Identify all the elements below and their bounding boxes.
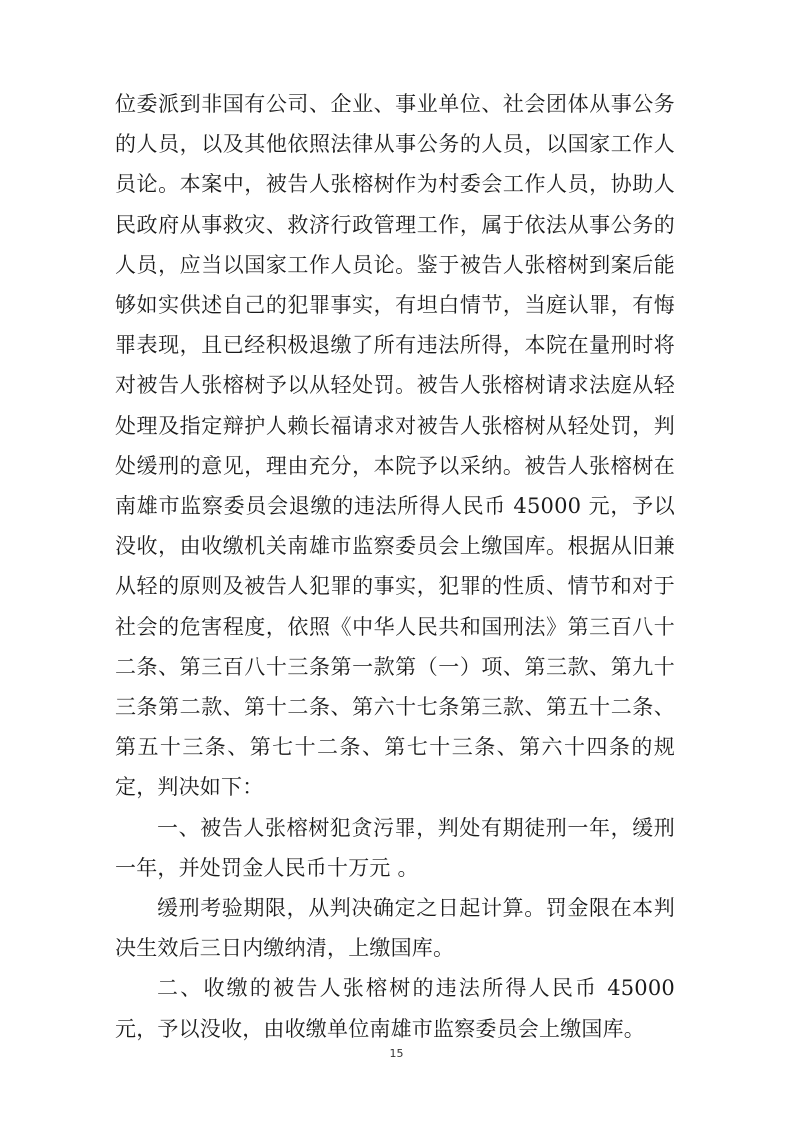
paragraph-verdict-item-2: 二、收缴的被告人张榕树的违法所得人民币 45000 元，予以没收，由收缴单位南雄市监察委员会上缴国库。 (115, 976, 675, 1041)
paragraph-verdict-item-1: 一、被告人张榕树犯贪污罪，判处有期徒刑一年，缓刑一年，并处罚金人民币十万元 。 (115, 815, 675, 880)
paragraph-reasoning: 位委派到非国有公司、企业、事业单位、社会团体从事公务的人员，以及其他依照法律从事公务的人员，以国家工作人员论。本案中，被告人张榕树作为村委会工作人员，协助人民政府从事救灾、救济行政管理工作，属于依法从事公务的人员，应当以国家工作人员论。鉴于被告人张榕树到案后能够如实供述自己的犯罪事实，有坦白情节，当庭认罪，有悔罪表现，且已经积极退缴了所有违法所得，本院在量刑时将对被告人张榕树予以从轻处罚。被告人张榕树请求法庭从轻处理及指定辩护人赖长福请求对被告人张榕树从轻处罚，判处缓刑的意见，理由充分，本院予以采纳。被告人张榕树在南雄市监察委员会退缴的违法所得人民币 45000 元，予以没收，由收缴机关南雄市监察委员会上缴国库。根据从旧兼从轻的原则及被告人犯罪的事实，犯罪的性质、情节和对于社会的危害程度，依照《中华人民共和国刑法》第三百八十二条、第三百八十三条第一款第（一）项、第三款、第九十三条第二款、第十二条、第六十七条第三款、第五十二条、第五十三条、第七十二条、第七十三条、第六十四条的规定，判决如下： (115, 92, 675, 800)
paragraph-probation-terms: 缓刑考验期限，从判决确定之日起计算。罚金限在本判决生效后三日内缴纳清，上缴国库。 (115, 896, 675, 961)
judgment-body (115, 84, 675, 1049)
page-number: 15 (389, 1047, 404, 1060)
